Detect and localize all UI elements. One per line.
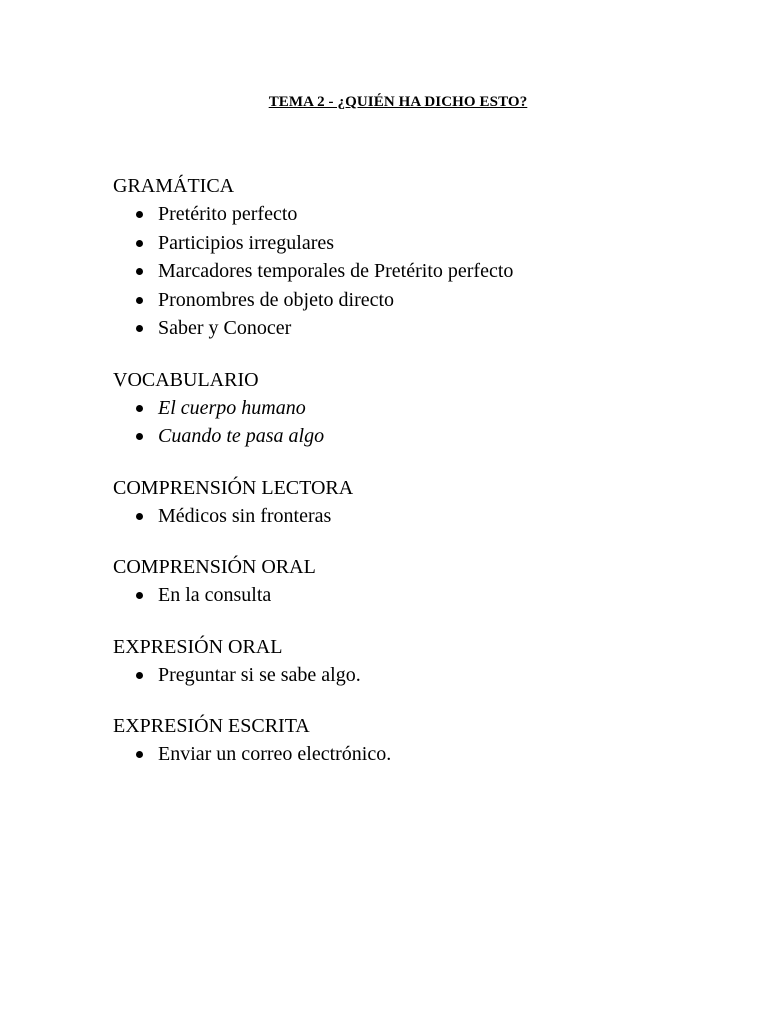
list-item-text: Pretérito perfecto	[158, 203, 298, 225]
section	[113, 172, 733, 343]
list-item-text: Pronombres de objeto directo	[158, 288, 395, 311]
list-item	[113, 502, 733, 531]
list-item-text: Enviar un correo electrónico.	[158, 743, 392, 765]
bullet-icon	[136, 297, 143, 304]
bullet-list	[113, 200, 733, 343]
document-title: TEMA 2 - ¿QUIÉN HA DICHO ESTO?	[268, 94, 528, 110]
list-item	[113, 422, 733, 451]
section-heading: EXPRESIÓN ESCRITA	[113, 715, 310, 737]
bullet-list	[113, 581, 733, 610]
list-item-text: El cuerpo humano	[158, 396, 306, 419]
list-item	[113, 257, 733, 286]
bullet-list	[113, 502, 733, 531]
section	[113, 474, 733, 531]
section-heading: GRAMÁTICA	[113, 175, 235, 197]
list-item	[113, 740, 733, 769]
list-item	[113, 286, 733, 315]
bullet-icon	[136, 513, 143, 520]
section	[113, 633, 733, 690]
list-item	[113, 661, 733, 690]
list-item	[113, 229, 733, 258]
bullet-icon	[136, 433, 143, 440]
list-item-text: Médicos sin fronteras	[158, 504, 332, 527]
section	[113, 712, 733, 769]
list-item	[113, 200, 733, 229]
list-item-text: Preguntar si se sabe algo.	[158, 663, 361, 686]
list-item	[113, 581, 733, 610]
bullet-icon	[136, 268, 143, 275]
bullet-icon	[136, 405, 143, 412]
bullet-icon	[136, 240, 143, 247]
section	[113, 366, 733, 451]
bullet-list	[113, 740, 733, 769]
bullet-icon	[136, 751, 143, 758]
bullet-icon	[136, 672, 143, 679]
list-item-text: Marcadores temporales de Pretérito perfecto	[158, 260, 514, 282]
section-heading: COMPRENSIÓN ORAL	[113, 556, 316, 578]
section-heading: COMPRENSIÓN LECTORA	[113, 476, 354, 499]
list-item-text: En la consulta	[158, 584, 272, 606]
list-item-text: Saber y Conocer	[158, 317, 292, 339]
section	[113, 553, 733, 610]
list-item	[113, 394, 733, 423]
list-item-text: Cuando te pasa algo	[158, 425, 325, 447]
bullet-icon	[136, 592, 143, 599]
list-item-text: Participios irregulares	[158, 231, 335, 254]
section-heading: VOCABULARIO	[113, 368, 259, 391]
bullet-list	[113, 661, 733, 690]
bullet-icon	[136, 325, 143, 332]
bullet-list	[113, 394, 733, 451]
bullet-icon	[136, 211, 143, 218]
section-heading: EXPRESIÓN ORAL	[113, 635, 283, 658]
list-item	[113, 314, 733, 343]
section-list	[113, 172, 733, 792]
